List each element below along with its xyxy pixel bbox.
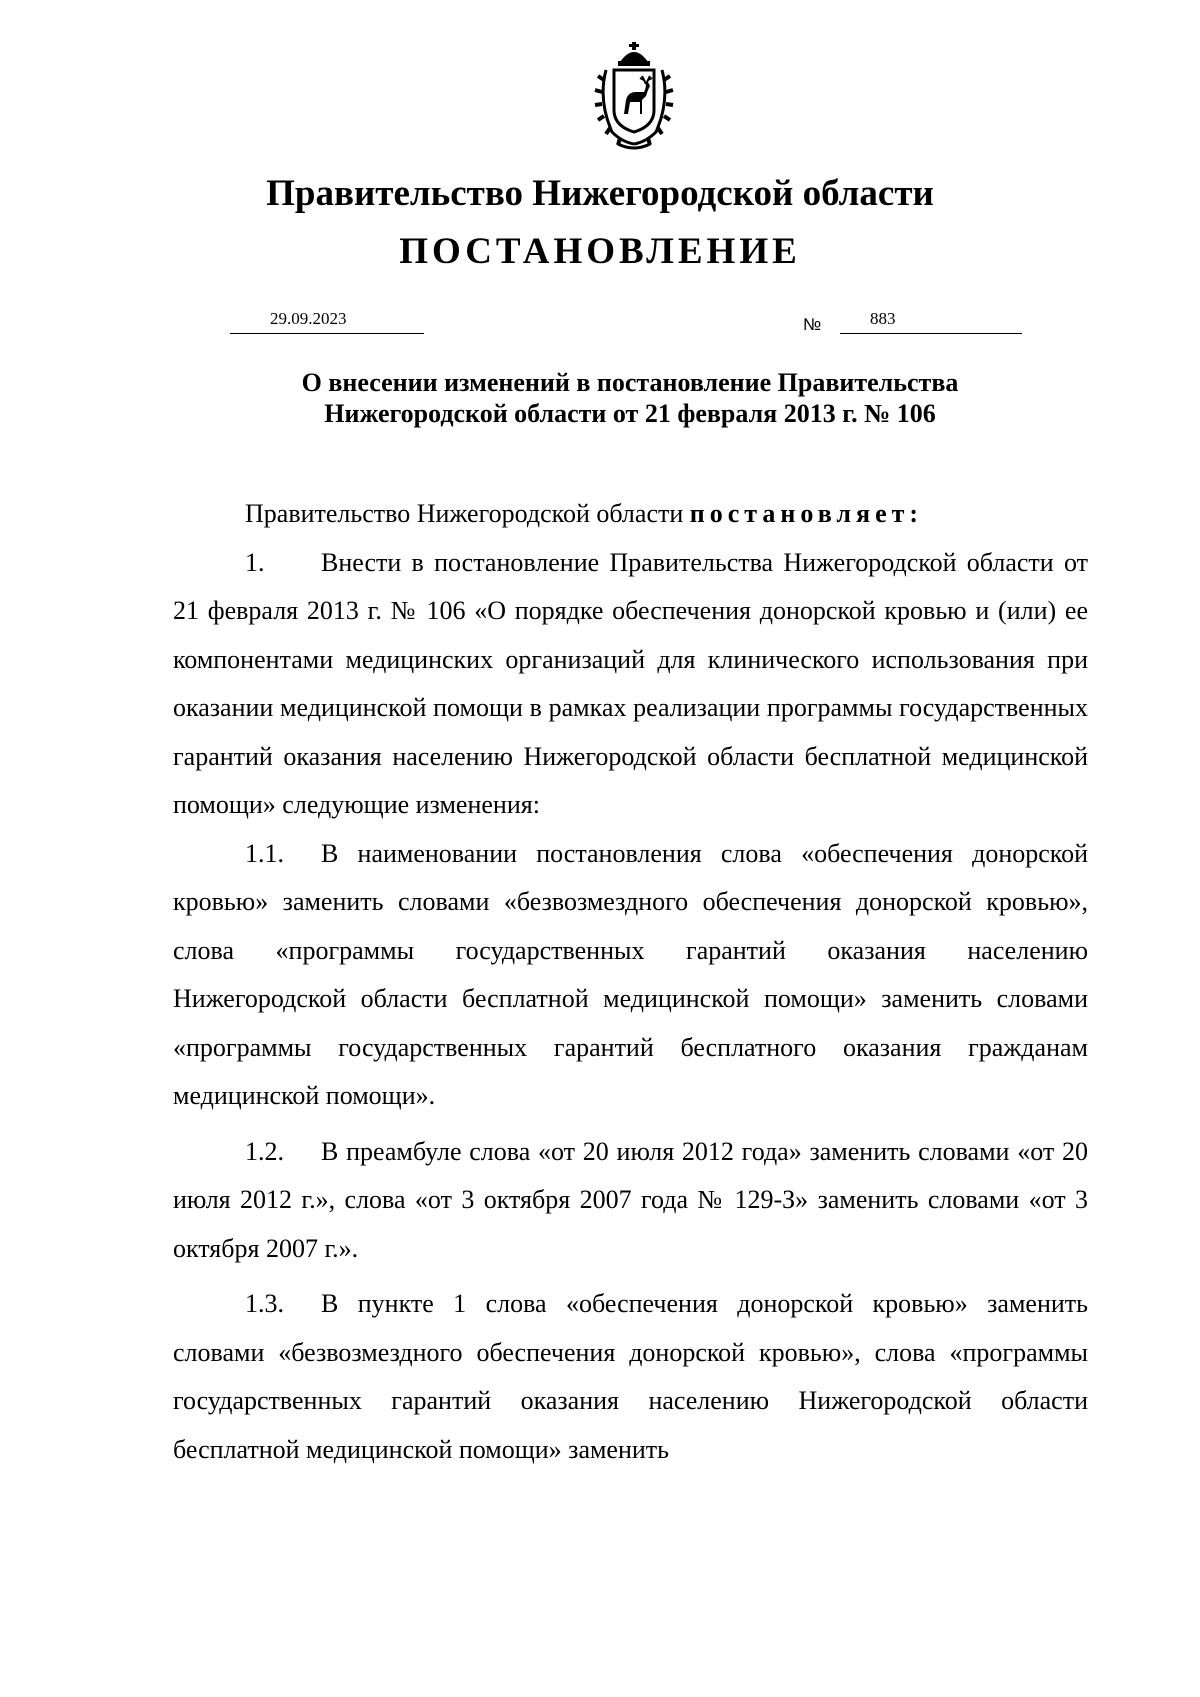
paragraph-text: В преамбуле слова «от 20 июля 2012 года» заменить словами «от 20 июля 2012 г.», слова «от 3 октября 2007 года № 129-З» заменить словами «от 3 октября 2007 г.». — [173, 1136, 1088, 1263]
intro-text: Правительство Нижегородской области — [245, 499, 690, 528]
document-number: 883 — [870, 309, 896, 328]
paragraph-1 — [173, 539, 1088, 830]
paragraph-number: 1.2. — [245, 1136, 284, 1166]
paragraph-text: Внести в постановление Правительства Нижегородской области от 21 февраля 2013 г. № 106 «О порядке обеспечения донорской кровью и (или) ее компонентами медицинских организаций для клинического использования при оказании медицинской помощи в рамках реализации программы государственных гарантий оказания населению Нижегородской области бесплатной медицинской помощи» следующие изменения: — [173, 547, 1088, 819]
number-field — [840, 308, 1022, 334]
subject-line-1: О внесении изменений в постановление Правительства — [301, 368, 959, 397]
document-date: 29.09.2023 — [270, 309, 347, 328]
number-label: № — [803, 315, 822, 334]
paragraph-number: 1. — [245, 547, 265, 577]
intro-emphasis: постановляет: — [689, 499, 924, 528]
paragraph-text: В пункте 1 слова «обеспечения донорской кровью» заменить словами «безвозмездного обеспечения донорской кровью», слова «программы государственных гарантий оказания населению Нижегородской области бесплатной медицинской помощи» заменить — [173, 1289, 1088, 1464]
subject-line-2: Нижегородской области от 21 февраля 2013 г. № 106 — [324, 399, 936, 428]
paragraph-text: В наименовании постановления слова «обеспечения донорской кровью» заменить словами «безвозмездного обеспечения донорской кровью», слова «программы государственных гарантий оказания населению Нижегородской области бесплатной медицинской помощи» заменить словами «программы государственных гарантий бесплатного оказания гражданам медицинской помощи». — [173, 838, 1088, 1110]
document-type: ПОСТАНОВЛЕНИЕ — [399, 231, 801, 272]
paragraph-1-3 — [173, 1280, 1088, 1474]
paragraph-number: 1.1. — [245, 838, 284, 868]
intro-paragraph — [173, 490, 1088, 539]
paragraph-1-1 — [173, 830, 1088, 1121]
coat-of-arms-icon — [584, 40, 684, 152]
date-field — [230, 308, 424, 334]
paragraph-number: 1.3. — [245, 1289, 284, 1318]
government-title: Правительство Нижегородской области — [266, 173, 934, 214]
paragraph-1-2 — [173, 1128, 1088, 1274]
document-subject — [170, 367, 1090, 429]
document-body — [173, 490, 1088, 1474]
